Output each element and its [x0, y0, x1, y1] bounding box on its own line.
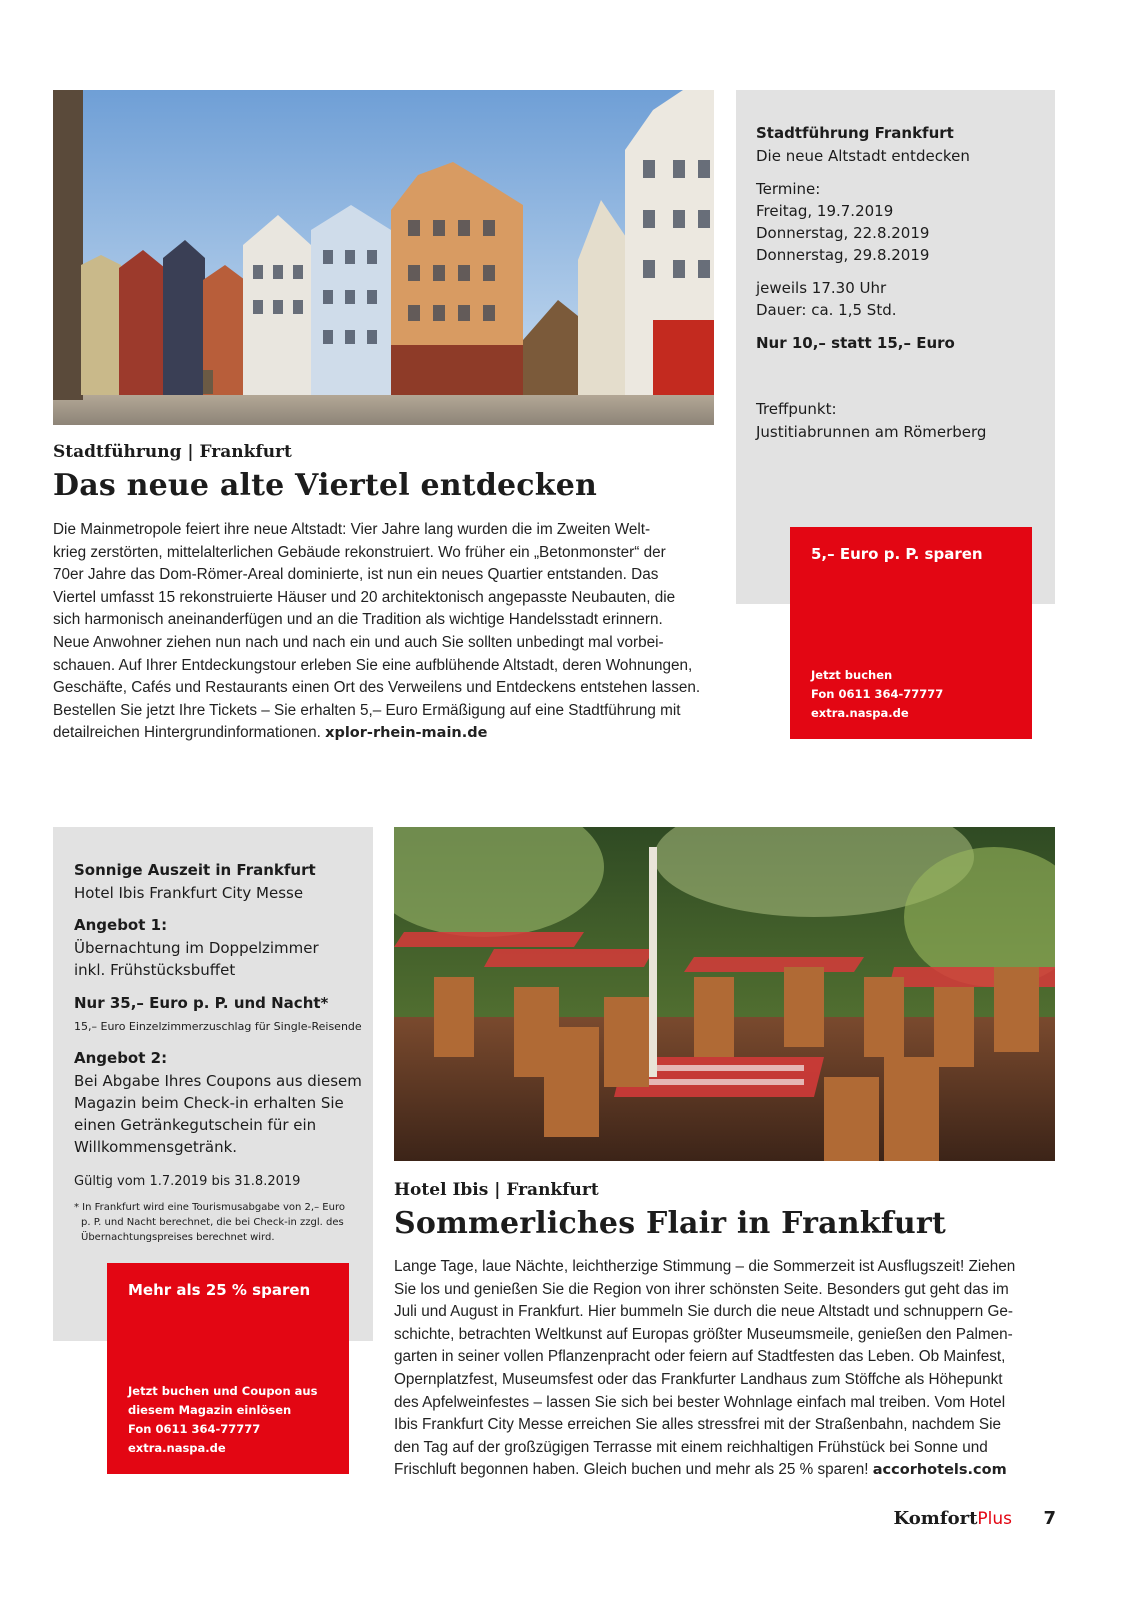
tour-savings-title: 5,– Euro p. P. sparen: [811, 545, 983, 563]
body-line: krieg zerstörten, mittelalterlichen Gebäude rekonstruiert. Wo früher ein „Betonmonster“ der: [53, 543, 666, 561]
cta-line: diesem Magazin einlösen: [128, 1403, 292, 1417]
hotel-box-subtitle: Hotel Ibis Frankfurt City Messe: [74, 884, 304, 902]
date-item: Freitag, 19.7.2019: [756, 202, 894, 220]
hotel-cta: [128, 1382, 317, 1458]
article1-kicker: Stadtführung | Frankfurt: [53, 442, 292, 462]
article2-kicker: Hotel Ibis | Frankfurt: [394, 1180, 599, 1200]
brand-plus: Plus: [977, 1509, 1012, 1529]
footnote-line: Übernachtungspreises berechnet wird.: [81, 1232, 275, 1243]
body-line: Die Mainmetropole feiert ihre neue Altstadt: Vier Jahre lang wurden die im Zweiten Welt-: [53, 521, 651, 538]
validity: Gültig vom 1.7.2019 bis 31.8.2019: [74, 1174, 301, 1189]
hotel-offer-box[interactable]: [107, 1263, 349, 1474]
article1-headline: Das neue alte Viertel entdecken: [53, 468, 598, 503]
tour-time: jeweils 17.30 Uhr: [756, 279, 887, 297]
offer1-label: Angebot 1:: [74, 916, 168, 934]
footnote-line: p. P. und Nacht berechnet, die bei Check-in zzgl. des: [81, 1217, 344, 1228]
magazine-brand: [894, 1508, 1012, 1529]
date-item: Donnerstag, 29.8.2019: [756, 246, 930, 264]
body-line: garten in seiner vollen Pflanzenpracht oder feiern auf Stadtfesten das Leben. Ob Mainfest,: [394, 1348, 1006, 1366]
brand-name: Komfort: [893, 1508, 978, 1529]
offer1-note: 15,– Euro Einzelzimmerzuschlag für Single-Reisende: [74, 1020, 362, 1033]
body-line: Opernplatzfest, Museumsfest oder das Frankfurter Landhaus zum Stöffche als Höhepunkt: [394, 1370, 1003, 1388]
article2-headline: Sommerliches Flair in Frankfurt: [394, 1206, 946, 1241]
cta-line: Jetzt buchen: [811, 668, 893, 682]
hotel-box-title: Sonnige Auszeit in Frankfurt: [74, 861, 316, 879]
body-line: Ibis Frankfurt City Messe erreichen Sie alles stressfrei mit der Straßenbahn, nachdem Sie: [394, 1416, 1002, 1434]
body-last-line: detailreichen Hintergrundinformationen.: [53, 724, 326, 742]
body-line: Bestellen Sie jetzt Ihre Tickets – Sie erhalten 5,– Euro Ermäßigung auf eine Stadtführung mit: [53, 701, 681, 719]
cta-line: Jetzt buchen und Coupon aus: [128, 1384, 318, 1398]
hotel-savings-title: Mehr als 25 % sparen: [128, 1281, 311, 1299]
body-line: [53, 722, 700, 745]
tour-cta: [811, 666, 943, 723]
offer1-line: Übernachtung im Doppelzimmer: [74, 939, 319, 957]
xplor-link[interactable]: xplor-rhein-main.de: [325, 725, 488, 742]
body-last-line: Frischluft begonnen haben. Gleich buchen und mehr als 25 % sparen!: [394, 1461, 873, 1479]
body-line: schauen. Auf Ihrer Entdeckungstour erleben Sie eine aufblühende Altstadt, deren Wohnungen,: [53, 656, 693, 674]
body-line: des Apfelweinfestes – lassen Sie sich bei bester Wohnlage einfach mal treiben. Vom Hotel: [394, 1393, 1006, 1411]
body-line: 70er Jahre das Dom-Römer-Areal dominierte, ist nun ein neues Quartier entstanden. Das: [53, 566, 659, 584]
cta-phone[interactable]: Fon 0611 364-77777: [811, 687, 944, 701]
offer2-line: Bei Abgabe Ihres Coupons aus diesem: [74, 1072, 362, 1090]
offer2-line: Willkommensgetränk.: [74, 1138, 238, 1156]
meeting-place: Justitiabrunnen am Römerberg: [756, 423, 987, 441]
page-number: 7: [1043, 1508, 1056, 1529]
accorhotels-link[interactable]: accorhotels.com: [872, 1462, 1007, 1479]
footnote-line: * In Frankfurt wird eine Tourismusabgabe von 2,– Euro: [74, 1202, 345, 1213]
offer2-label: Angebot 2:: [74, 1049, 168, 1067]
tour-price: Nur 10,– statt 15,– Euro: [756, 334, 955, 352]
terrace-photo: [394, 827, 1055, 1161]
offer1-price: Nur 35,– Euro p. P. und Nacht*: [74, 994, 329, 1012]
body-line: Neue Anwohner ziehen nun nach und nach ein und auch Sie sollten unbedingt mal vorbei-: [53, 633, 664, 651]
article2-body: [394, 1256, 1015, 1482]
offer1-line: inkl. Frühstücksbuffet: [74, 961, 236, 979]
body-line: sich harmonisch aneinanderfügen und an die Tradition als wichtige Handelsstadt erinnern.: [53, 611, 663, 629]
altstadt-photo: [53, 90, 714, 425]
body-line: Sie los und genießen Sie die Region von ihrer schönsten Seite. Besonders gut geht das im: [394, 1280, 1009, 1298]
body-line: schichte, betrachten Weltkunst auf Europas größter Museumsmeile, genießen den Palmen-: [394, 1325, 1013, 1343]
body-line: den Tag auf der großzügigen Terrasse mit einem reichhaltigen Frühstück bei Sonne und: [394, 1438, 988, 1456]
dates-label: Termine:: [756, 180, 821, 198]
body-line: Lange Tage, laue Nächte, leichtherzige Stimmung – die Sommerzeit ist Ausflugszeit! Ziehen: [394, 1258, 1016, 1275]
date-item: Donnerstag, 22.8.2019: [756, 224, 930, 242]
body-line: [394, 1459, 1015, 1482]
article1-body: [53, 519, 700, 745]
tour-subtitle: Die neue Altstadt entdecken: [756, 147, 970, 165]
cta-link[interactable]: extra.naspa.de: [811, 706, 909, 720]
offer2-line: Magazin beim Check-in erhalten Sie: [74, 1094, 344, 1112]
cta-phone[interactable]: Fon 0611 364-77777: [128, 1422, 261, 1436]
body-line: Juli und August in Frankfurt. Hier bummeln Sie durch die neue Altstadt und schnuppern Ge-: [394, 1303, 1014, 1321]
body-line: Viertel umfasst 15 rekonstruierte Häuser und 20 architektonisch angepasste Neubauten, die: [53, 588, 676, 606]
tour-duration: Dauer: ca. 1,5 Std.: [756, 301, 897, 319]
tour-offer-box[interactable]: [790, 527, 1032, 739]
cta-link[interactable]: extra.naspa.de: [128, 1441, 226, 1455]
meeting-label: Treffpunkt:: [756, 400, 837, 418]
body-line: Geschäfte, Cafés und Restaurants einen Ort des Verweilens und Entdeckens entstehen lassen.: [53, 679, 701, 697]
tour-title: Stadtführung Frankfurt: [756, 124, 954, 142]
offer2-line: einen Getränkegutschein für ein: [74, 1116, 317, 1134]
